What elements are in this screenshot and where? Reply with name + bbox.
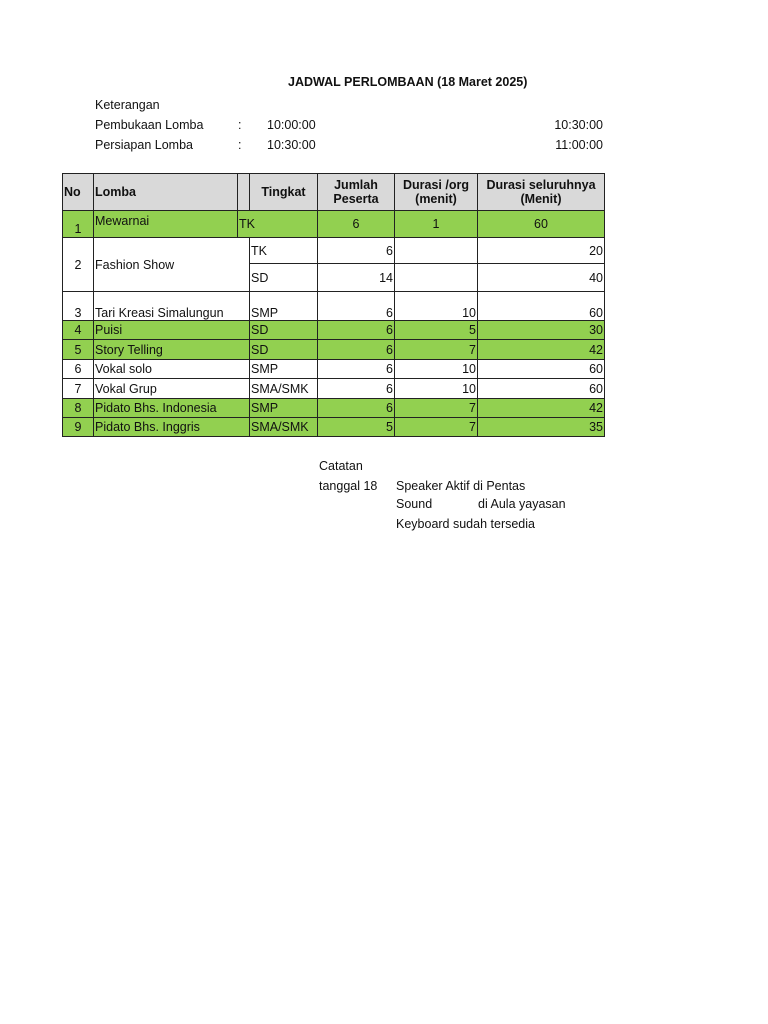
row-no: 1: [63, 211, 94, 238]
row-jumlah: 6: [318, 238, 395, 264]
header-jumlah-line2: Peserta: [333, 192, 379, 206]
row-jumlah: 6: [318, 321, 395, 340]
row-no: 7: [63, 379, 94, 399]
row-durasi-total: 35: [478, 418, 605, 437]
header-spacer: [238, 174, 250, 211]
row-lomba: Vokal Grup: [94, 379, 250, 399]
row-lomba: Tari Kreasi Simalungun: [94, 292, 250, 321]
row-durasi-total: 20: [478, 238, 605, 264]
row-durasi-org: [395, 238, 478, 264]
row-durasi-total: 60: [478, 360, 605, 379]
row-durasi-total: 42: [478, 399, 605, 418]
row-jumlah: 5: [318, 418, 395, 437]
row-durasi-total: 60: [478, 379, 605, 399]
row-jumlah: 6: [318, 379, 395, 399]
row-tingkat: TK: [250, 238, 318, 264]
row-durasi-org: 7: [395, 340, 478, 360]
row-no: 2: [63, 238, 94, 292]
row-durasi-org: 10: [395, 379, 478, 399]
row-tingkat: SMP: [250, 360, 318, 379]
header-durasi-org-line2: (menit): [415, 192, 457, 206]
row-jumlah: 6: [318, 211, 395, 238]
header-jumlah-line1: Jumlah: [334, 178, 378, 192]
table-row: [63, 321, 605, 340]
row-jumlah: 6: [318, 399, 395, 418]
header-jumlah-peserta: [318, 174, 395, 211]
catatan-label: Catatan: [319, 459, 363, 473]
row-lomba: Puisi: [94, 321, 250, 340]
header-durasi-org-line1: Durasi /org: [403, 178, 469, 192]
row-tingkat: SMP: [250, 399, 318, 418]
catatan-line-sound: Sound: [396, 497, 433, 511]
row-tingkat: SD: [250, 340, 318, 360]
page-title: JADWAL PERLOMBAAN (18 Maret 2025): [288, 75, 528, 89]
row-durasi-total: 60: [478, 292, 605, 321]
persiapan-separator: :: [238, 138, 242, 152]
row-tingkat: SD: [250, 321, 318, 340]
catatan-line-sound-location: di Aula yayasan: [478, 497, 566, 511]
catatan-line-keyboard: Keyboard sudah tersedia: [396, 517, 535, 531]
header-durasi-total: [478, 174, 605, 211]
row-jumlah: 6: [318, 292, 395, 321]
header-lomba: Lomba: [94, 174, 238, 211]
table-row: [63, 379, 605, 399]
row-no: 4: [63, 321, 94, 340]
row-no: 9: [63, 418, 94, 437]
persiapan-label: Persiapan Lomba: [95, 138, 193, 152]
table-row: [63, 340, 605, 360]
header-durasi-total-line2: (Menit): [520, 192, 562, 206]
row-tingkat: TK: [238, 211, 318, 238]
row-lomba: Pidato Bhs. Inggris: [94, 418, 250, 437]
row-tingkat: SMP: [250, 292, 318, 321]
catatan-date: tanggal 18: [319, 479, 378, 493]
table-row: [63, 292, 605, 321]
persiapan-end-time: 11:00:00: [555, 138, 603, 152]
row-durasi-org: 10: [395, 360, 478, 379]
pembukaan-start-time: 10:00:00: [267, 118, 316, 132]
row-no: 3: [63, 292, 94, 321]
row-no: 6: [63, 360, 94, 379]
row-durasi-org: 10: [395, 292, 478, 321]
pembukaan-end-time: 10:30:00: [554, 118, 603, 132]
row-lomba: Story Telling: [94, 340, 250, 360]
row-lomba: Fashion Show: [94, 238, 250, 292]
header-durasi-total-line1: Durasi seluruhnya: [486, 178, 596, 192]
pembukaan-separator: :: [238, 118, 242, 132]
row-tingkat: SD: [250, 264, 318, 292]
row-durasi-total: 42: [478, 340, 605, 360]
persiapan-start-time: 10:30:00: [267, 138, 316, 152]
row-lomba: Mewarnai: [94, 211, 238, 238]
row-tingkat: SMA/SMK: [250, 418, 318, 437]
row-durasi-total: 40: [478, 264, 605, 292]
table-row: [63, 211, 605, 238]
row-jumlah: 6: [318, 340, 395, 360]
row-tingkat: SMA/SMK: [250, 379, 318, 399]
row-durasi-total: 60: [478, 211, 605, 238]
row-durasi-org: 1: [395, 211, 478, 238]
keterangan-label: Keterangan: [95, 98, 160, 112]
table-row: [63, 418, 605, 437]
row-no: 5: [63, 340, 94, 360]
row-durasi-org: 7: [395, 399, 478, 418]
row-jumlah: 14: [318, 264, 395, 292]
header-durasi-org: [395, 174, 478, 211]
pembukaan-label: Pembukaan Lomba: [95, 118, 204, 132]
row-durasi-org: [395, 264, 478, 292]
row-lomba: Vokal solo: [94, 360, 250, 379]
header-no: No: [63, 174, 94, 211]
table-row: [63, 360, 605, 379]
row-durasi-org: 5: [395, 321, 478, 340]
row-jumlah: 6: [318, 360, 395, 379]
catatan-line-speaker: Speaker Aktif di Pentas: [396, 479, 526, 493]
row-lomba: Pidato Bhs. Indonesia: [94, 399, 250, 418]
header-tingkat: Tingkat: [250, 174, 318, 211]
row-no: 8: [63, 399, 94, 418]
schedule-table: [62, 173, 605, 437]
row-durasi-org: 7: [395, 418, 478, 437]
row-durasi-total: 30: [478, 321, 605, 340]
table-row: [63, 399, 605, 418]
table-row: [63, 238, 605, 264]
table-header-row: [63, 174, 605, 211]
